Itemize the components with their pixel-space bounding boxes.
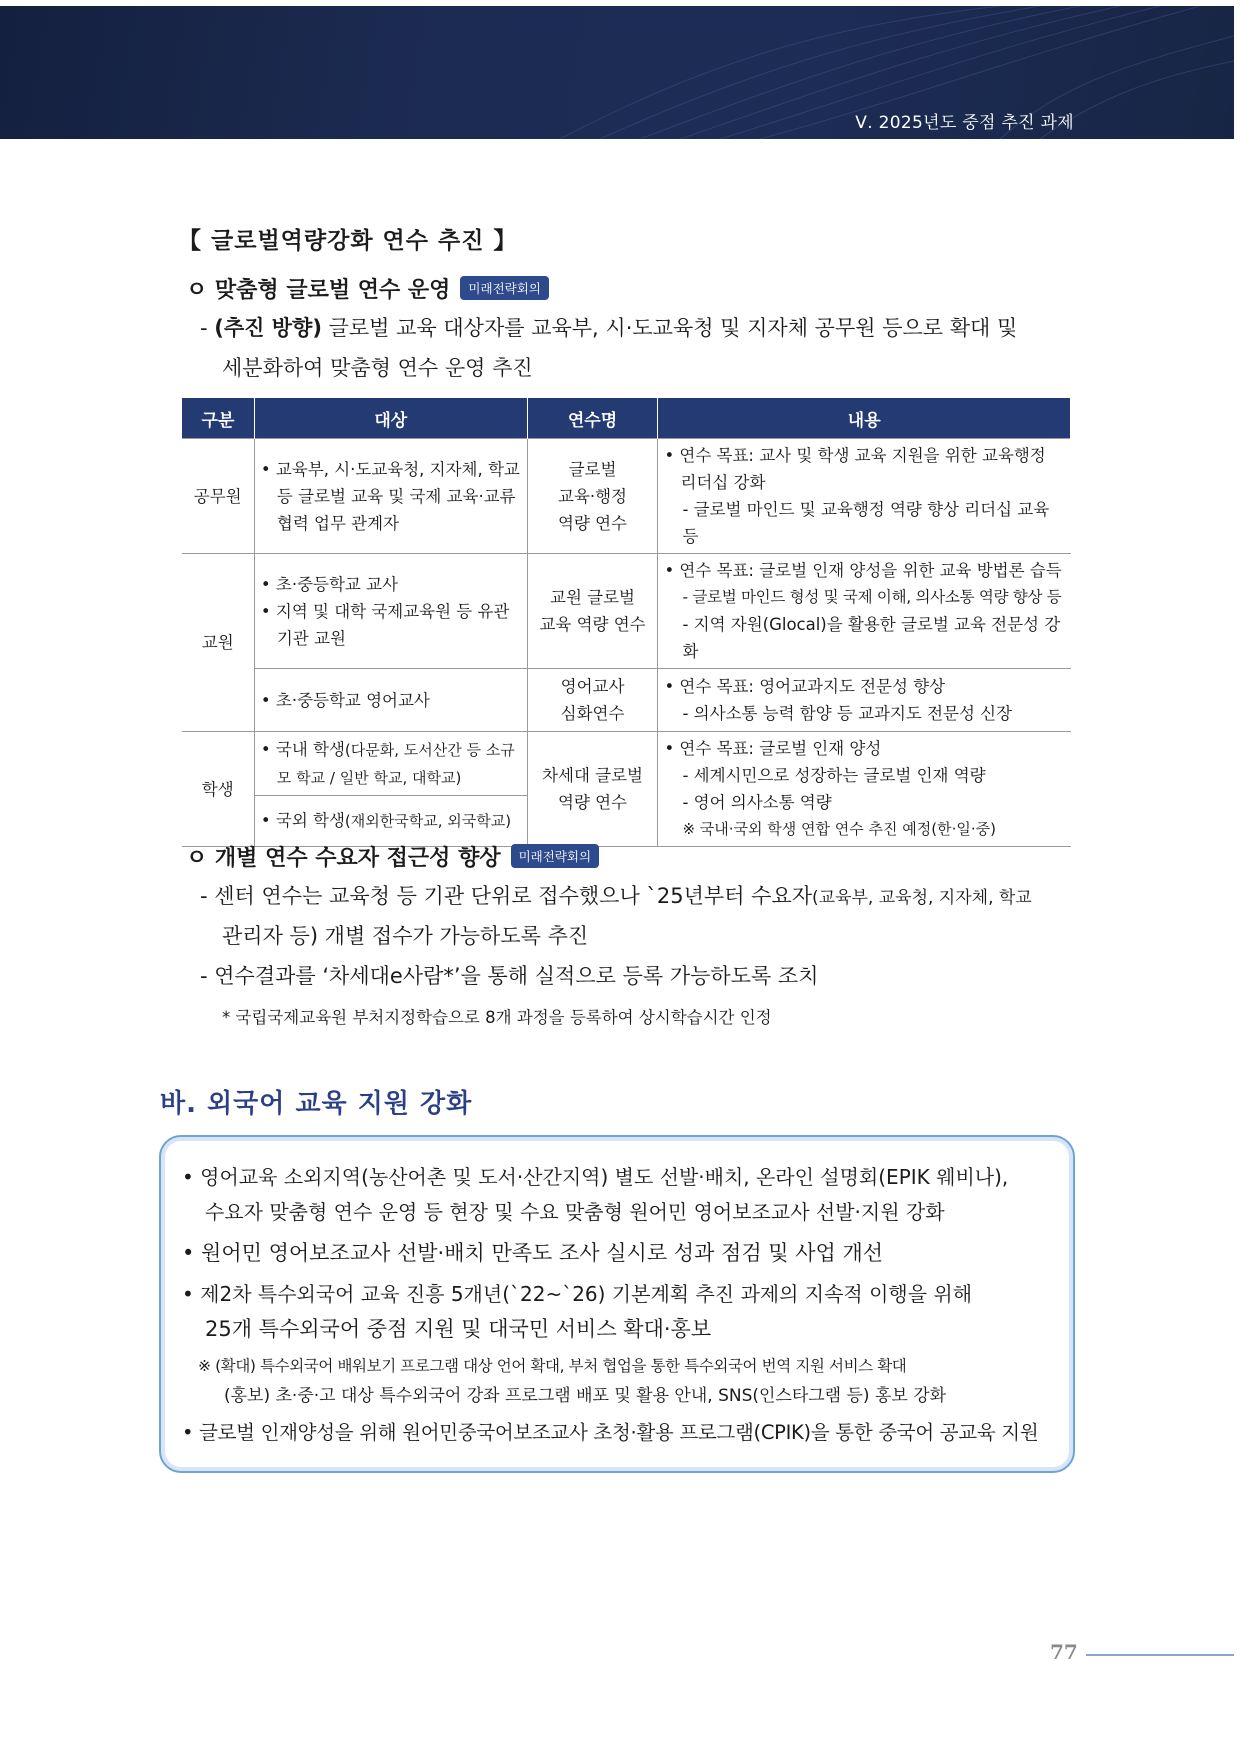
target-cell (254, 439, 527, 554)
content-cell (658, 732, 1071, 847)
heading-text: ㅇ 맞춤형 글로벌 연수 운영 (186, 278, 451, 303)
group-cell: 학생 (182, 732, 255, 847)
direction-text: 글로벌 교육 대상자를 교육부, 시·도교육청 및 지자체 공무원 등으로 확대 및 (321, 316, 1018, 340)
target-cell (254, 669, 527, 732)
content-cell (658, 554, 1071, 669)
box-bullet-3a: • 제2차 특수외국어 교육 진흥 5개년(`22~`26) 기본계획 추진 과제의 지속적 이행을 위해 (182, 1282, 973, 1306)
course-cell: 교원 글로벌 교육 역량 연수 (527, 554, 658, 669)
training-table (181, 398, 1071, 847)
target-text: • 지역 및 대학 국제교육원 등 유관기관 교원 (260, 601, 510, 648)
detail-text: - 글로벌 마인드 형성 및 국제 이해, 의사소통 역량 향상 등 (682, 588, 1062, 606)
running-title: Ⅴ. 2025년도 중점 추진 과제 (855, 113, 1074, 133)
box-bullet-2: • 원어민 영어보조교사 선발·배치 만족도 조사 실시로 성과 점검 및 사업 개선 (182, 1241, 884, 1265)
goal-text: • 연수 목표: 글로벌 인재 양성을 위한 교육 방법론 습득 (664, 561, 1062, 580)
target-detail: (재외한국학교, 외국학교) (344, 812, 512, 831)
content-cell (658, 439, 1071, 554)
page-rule (1086, 1654, 1234, 1656)
target-text: • 초·중등학교 영어교사 (260, 690, 430, 710)
course-cell: 글로벌 교육·행정 역량 연수 (527, 439, 658, 554)
target-cell (254, 732, 527, 796)
target-text: • 초·중등학교 교사 (260, 574, 398, 594)
box-bullet-1b: 수요자 맞춤형 연수 운영 등 현장 및 수요 맞춤형 원어민 영어보조교사 선발·지원 강화 (205, 1200, 945, 1224)
strategy-badge: 미래전략회의 (511, 844, 599, 868)
box-bullet-4: • 글로벌 인재양성을 위해 원어민중국어보조교사 초청·활용 프로그램(CPIK)을 통한 중국어 공교육 지원 (182, 1421, 1039, 1444)
col-header: 연수명 (527, 398, 658, 439)
dash: - (200, 316, 208, 340)
box-bullet-3b: 25개 특수외국어 중점 지원 및 대국민 서비스 확대·홍보 (205, 1317, 712, 1341)
goal-text: • 연수 목표: 글로벌 인재 양성 (664, 739, 882, 758)
page-number: 77 (1050, 1640, 1078, 1664)
target-text (261, 736, 521, 792)
box-note-2: (홍보) 초·중·고 대상 특수외국어 강좌 프로그램 배포 및 활용 안내, SNS(인스타그램 등) 홍보 강화 (224, 1386, 947, 1406)
item-heading-1 (186, 273, 549, 304)
detail-text: - 영어 의사소통 역량 (682, 793, 832, 812)
table-row (182, 732, 1071, 796)
group-cell: 공무원 (182, 439, 255, 554)
detail-text: - 글로벌 마인드 및 교육행정 역량 향상 리더십 교육 등 (682, 500, 1050, 546)
box-bullet-1a: • 영어교육 소외지역(농산어촌 및 도서·산간지역) 별도 선발·배치, 온라인 설명회(EPIK 웨비나), (182, 1165, 1009, 1189)
footnote: * 국립국제교육원 부처지정학습으로 8개 과정을 등록하여 상시학습시간 인정 (222, 1008, 772, 1027)
box-note-1: ※ (확대) 특수외국어 배워보기 프로그램 대상 언어 확대, 부처 협업을 통한 특수외국어 번역 지원 서비스 확대 (198, 1357, 907, 1375)
goal-text: • 연수 목표: 영어교과지도 전문성 향상 (664, 677, 946, 696)
target-detail: (다문화, 도서산간 등 소규모 학교 / 일반 학교, 대학교) (276, 740, 515, 787)
target-text (261, 807, 521, 835)
note-text: ※ 국내·국외 학생 연합 연수 추진 예정(한·일·중) (682, 820, 996, 838)
direction-line-1 (200, 308, 1017, 348)
heading-text: ㅇ 개별 연수 수요자 접근성 향상 (186, 846, 501, 871)
direction-line-2: 세분화하여 맞춤형 연수 운영 추진 (222, 356, 533, 380)
table-row (182, 439, 1071, 554)
strategy-badge: 미래전략회의 (460, 276, 548, 300)
target-text: • 교육부, 시·도교육청, 지자체, 학교 등 글로벌 교육 및 국제 교육·교류 협력 업무 관계자 (260, 459, 520, 533)
section-title: 【 글로벌역량강화 연수 추진 】 (178, 228, 518, 254)
col-header: 구분 (182, 398, 255, 439)
header-banner (0, 6, 1234, 139)
table-header-row (182, 398, 1071, 439)
course-cell: 차세대 글로벌 역량 연수 (527, 732, 658, 847)
access-text: - 센터 연수는 교육청 등 기관 단위로 접수했으나 `25년부터 수요자 (200, 884, 813, 908)
access-line-3: - 연수결과를 ‘차세대e사람*’을 통해 실적으로 등록 가능하도록 조치 (200, 964, 819, 988)
col-header: 내용 (658, 398, 1071, 439)
direction-label: (추진 방향) (214, 316, 322, 340)
access-line-1 (200, 876, 1032, 918)
target-cell (254, 796, 527, 847)
item-heading-2 (186, 841, 599, 872)
section2-title: 바. 외국어 교육 지원 강화 (160, 1089, 473, 1119)
access-detail: (교육부, 교육청, 지자체, 학교 (812, 888, 1032, 908)
col-header: 대상 (254, 398, 527, 439)
detail-text: - 세계시민으로 성장하는 글로벌 인재 역량 (682, 766, 986, 785)
content-cell (658, 669, 1071, 732)
course-cell: 영어교사 심화연수 (527, 669, 658, 732)
group-cell: 교원 (182, 554, 255, 732)
goal-text: • 연수 목표: 교사 및 학생 교육 지원을 위한 교육행정 리더십 강화 (664, 446, 1046, 492)
detail-text: - 지역 자원(Glocal)을 활용한 글로벌 교육 전문성 강화 (682, 615, 1061, 661)
target-cell (254, 554, 527, 669)
detail-text: - 의사소통 능력 함양 등 교과지도 전문성 신장 (682, 704, 1013, 723)
target-main: • 국외 학생 (260, 811, 345, 831)
target-main: • 국내 학생 (260, 739, 345, 759)
access-line-2: 관리자 등) 개별 접수가 가능하도록 추진 (222, 924, 589, 948)
table-row (182, 669, 1071, 732)
table-row (182, 554, 1071, 669)
